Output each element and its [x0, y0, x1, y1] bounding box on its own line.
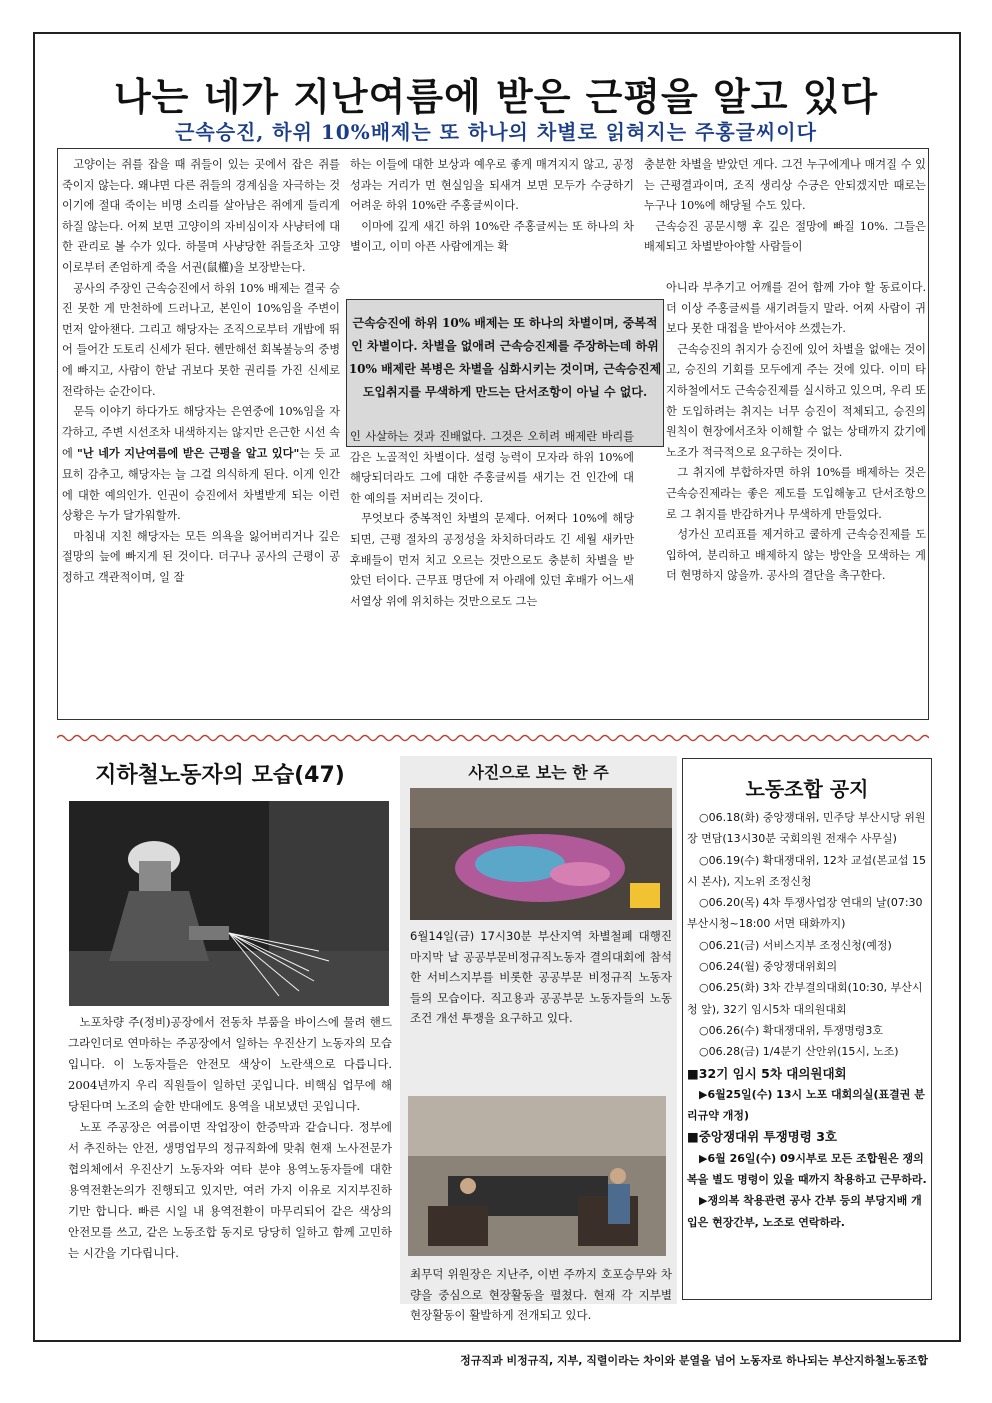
meeting-room-image [408, 1096, 666, 1256]
notice-item: ○06.20(목) 4차 투쟁사업장 연대의 날(07:30 부산시청~18:00 서면 태화까지) [687, 896, 923, 931]
rally-caption: 6월14일(금) 17시30분 부산지역 차별철폐 대행진 마지막 날 공공부문비정규직노동자 결의대회에 참석한 서비스지부를 비롯한 공공부문 비정규직 노동자들의 모습이다. 직고용과 공공부문 노동자들의 노동조건 개선 투쟁을 요구하고 있다. [410, 929, 672, 1025]
notice-item: ○06.26(수) 확대쟁대위, 투쟁명령3호 [699, 1023, 884, 1037]
worker-photo [69, 801, 389, 1006]
article-column-3-top [644, 155, 926, 258]
paragraph: 무엇보다 중복적인 차별의 문제다. 어쩌다 10%에 해당되면, 근평 절차의 공정성을 차치하더라도 긴 세월 새카만 후배들이 먼저 치고 오르는 것만으로도 충분히 차별을 받았던 터이다. 근무표 명단에 저 아래에 있던 후배가 어느새 서열상 위에 위치하는 것만으로도 그는 [350, 512, 634, 608]
quote-bold: "난 네가 지난여름에 받은 근평을 알고 있다" [76, 446, 300, 461]
paragraph-text: 는 듯 교묘히 감추고, 해당자는 늘 그걸 의식하게 된다. 이게 인간에 대한 예의인가. 인권이 승진에서 차별받게 되는 이런 상황은 누가 달가워할까. [62, 447, 340, 523]
notice-item: ○06.19(수) 확대쟁대위, 12차 교섭(본교섭 15시 본사), 지노위 조정신청 [687, 853, 926, 888]
rally-crowd-image [410, 788, 672, 920]
meeting-caption: 최무덕 위원장은 지난주, 이번 주까지 호포승무와 차량을 중심으로 현장활동을 펼쳤다. 현재 각 지부별 현장활동이 활발하게 전개되고 있다. [410, 1267, 672, 1322]
paragraph-text: 문득 이야기 하다가도 해당자는 은연중에 10%임을 자각하고, 주변 시선조차 내색하지는 않지만 은근한 시선 속에 [62, 405, 340, 461]
paragraph: 근속승진의 취지가 승진에 있어 차별을 없애는 것이고, 승진의 기회를 모두에게 주는 것에 있다. 이미 타 지하철에서도 근속승진제를 실시하고 있으며, 우리 또한 도입하려는 취지는 너무 승진이 적체되고, 승진의 원칙이 현장에서조차 이해할 수 없는 상태까지 갔기에 노조가 적극적으로 요구하는 것이다. [666, 342, 926, 459]
paragraph: 이마에 깊게 새긴 하위 10%란 주홍글씨는 또 하나의 차별이고, 이미 아픈 사람에게는 확 [350, 219, 634, 254]
paragraph [62, 402, 340, 527]
notice-body [687, 807, 927, 1233]
notice-detail: ▶6월 26일(수) 09시부로 모든 조합원은 쟁의복을 별도 명령이 있을 때까지 착용하고 근무하라. [687, 1151, 927, 1187]
rally-photo [410, 788, 672, 920]
worker-grinding-image [69, 801, 389, 1006]
photo-week-title: 사진으로 보는 한 주 [468, 763, 609, 782]
paragraph: 근속승진 공문시행 후 깊은 절망에 빠질 10%. 그들은 배제되고 차별받아야할 사람들이 [644, 219, 926, 254]
worker-caption [68, 1012, 392, 1264]
notice-detail: ▶6월25일(수) 13시 노포 대회의실(표결권 분리규약 개정) [687, 1087, 925, 1123]
paragraph: 아니라 부추기고 어깨를 걷어 함께 가야 할 동료이다. 더 이상 주홍글씨를 새기려들지 말라. 어찌 사람이 귀보다 못한 대접을 받아서야 쓰겠는가. [666, 281, 926, 336]
article-column-2-bottom [350, 427, 634, 612]
subheadline: 근속승진, 하위 10%배제는 또 하나의 차별로 읽혀지는 주홍글씨이다 [175, 120, 817, 144]
article-column-2-top [350, 155, 634, 258]
notice-detail: ▶쟁의복 착용관련 공사 간부 등의 부당지배 개입은 현장간부, 노조로 연락하라. [687, 1194, 922, 1229]
paragraph: 고양이는 쥐를 잡을 때 쥐들이 있는 곳에서 잡은 쥐를 죽이지 않는다. 왜냐면 다른 쥐들의 경계심을 자극하는 것이기에 절대 죽이는 비명 소리를 살아남은 쥐에게 들리게 하질 않는다. 어찌 보면 고양이의 자비심이자 사냥터에 대한 관리로 볼 수가 있다. 하물며 사냥당한 쥐들조차 고양이로부터 존엄하게 죽을 서권(鼠權)을 보장받는다. [62, 158, 340, 274]
callout-box: 근속승진에 하위 10% 배제는 또 하나의 차별이며, 중복적인 차별이다. 차별을 없애려 근속승진제를 주장하는데 하위 10% 배제란 복병은 차별을 심화시키는 것이며, 근속승진제 도입취지를 무색하게 만드는 단서조항이 아닐 수 없다. [346, 299, 664, 447]
headline: 나는 네가 지난여름에 받은 근평을 알고 있다 [113, 75, 879, 119]
notice-item: ○06.24(월) 중앙쟁대위회의 [699, 960, 838, 974]
worker-section-title: 지하철노동자의 모습(47) [95, 763, 345, 788]
article-column-3-bottom [666, 278, 926, 587]
paragraph: 공사의 주장인 근속승진에서 하위 10% 배제는 결국 승진 못한 게 만천하에 드러나고, 본인이 10%임을 주변이 먼저 알아챈다. 그리고 해당자는 조직으로부터 개밥에 뛰어 들어간 도토리 신세가 된다. 헨만해선 회복불능의 중병에 빠지고, 사람이 한낱 귀보다 못한 권리를 가진 신세로 전락하는 순간이다. [62, 281, 340, 398]
paragraph: 마침내 지친 해당자는 모든 의욕을 잃어버리거나 깊은 절망의 늪에 빠지게 된 것이다. 더구나 공사의 근평이 공정하고 객관적이며, 일 잘 [62, 529, 340, 584]
notice-title: 노동조합 공지 [745, 777, 869, 801]
paragraph: 노포차량 주(정비)공장에서 전동차 부품을 바이스에 물려 핸드 그라인더로 연마하는 주공장에서 일하는 우진산기 노동자의 모습입니다. 이 노동자들은 안전모 색상이 노란색으로 다릅니다. 2004년까지 우리 직원들이 일하던 곳입니다. 비핵심 업무에 해당된다며 노조의 숱한 반대에도 용역을 내보냈던 곳입니다. [68, 1015, 392, 1113]
notice-heading: ■중앙쟁대위 투쟁명령 3호 [687, 1129, 837, 1145]
notice-item: ○06.21(금) 서비스지부 조정신청(예정) [699, 938, 892, 952]
notice-item: ○06.28(금) 1/4분기 산안위(15시, 노조) [699, 1045, 899, 1059]
paragraph: 성가신 꼬리표를 제거하고 쿨하게 근속승진제를 도입하여, 분리하고 배제하지 않는 방안을 모색하는 게 더 현명하지 않을까. 공사의 결단을 촉구한다. [666, 528, 926, 583]
notice-item: ○06.18(화) 중앙쟁대위, 민주당 부산시당 위원장 면담(13시30분 국회의원 전재수 사무실) [687, 811, 926, 846]
notice-item: ○06.25(화) 3차 간부결의대회(10:30, 부산시청 앞), 32기 임시5차 대의원대회 [687, 981, 923, 1016]
notice-heading: ■32기 임시 5차 대의원대회 [687, 1065, 847, 1081]
union-notice-box [682, 758, 932, 1300]
main-article [57, 148, 929, 720]
paragraph: 충분한 차별을 받았던 게다. 그건 누구에게나 매겨질 수 있는 근평결과이며, 조직 생리상 수긍은 안되겠지만 때로는 누구나 10%에 해당될 수도 있다. [644, 158, 926, 213]
meeting-photo [408, 1096, 666, 1256]
article-column-1 [62, 155, 340, 588]
paragraph: 인 사살하는 것과 진배없다. 그것은 오히려 배제란 바리를 감은 노골적인 차별이다. 설령 능력이 모자라 하위 10%에 해당되더라도 그에 대한 주홍글씨를 새기는 건 인간에 대한 예의를 저버리는 것이다. [350, 430, 634, 505]
photo-week-section [400, 756, 677, 1322]
paragraph: 하는 이들에 대한 보상과 예우로 좋게 매겨지지 않고, 공정성과는 거리가 먼 현실임을 되새겨 보면 모두가 수긍하기 어려운 하위 10%란 주홍글씨이다. [350, 158, 634, 213]
paragraph: 그 취지에 부합하자면 하위 10%를 배제하는 것은 근속승진제라는 좋은 제도를 도입해놓고 단서조항으로 그 취지를 반감하거나 무색하게 만들었다. [666, 466, 926, 521]
footer-slogan: 정규직과 비정규직, 지부, 직렬이라는 차이와 분열을 넘어 노동자로 하나되는 부산지하철노동조합 [460, 1354, 928, 1367]
paragraph: 노포 주공장은 여름이면 작업장이 한증막과 같습니다. 정부에서 추진하는 안전, 생명업무의 정규직화에 맞춰 현재 노사전문가협의체에서 우진산기 노동자와 여타 분야 용역노동자들에 대한 용역전환논의가 진행되고 있지만, 여러 가지 이유로 지지부진하기만 합니다. 빠른 시일 내 용역전환이 마무리되어 같은 색상의 안전모를 쓰고, 같은 노동조합 동지로 당당히 일하고 함께 고민하는 시간을 기다립니다. [68, 1120, 392, 1260]
wavy-divider [57, 733, 929, 743]
